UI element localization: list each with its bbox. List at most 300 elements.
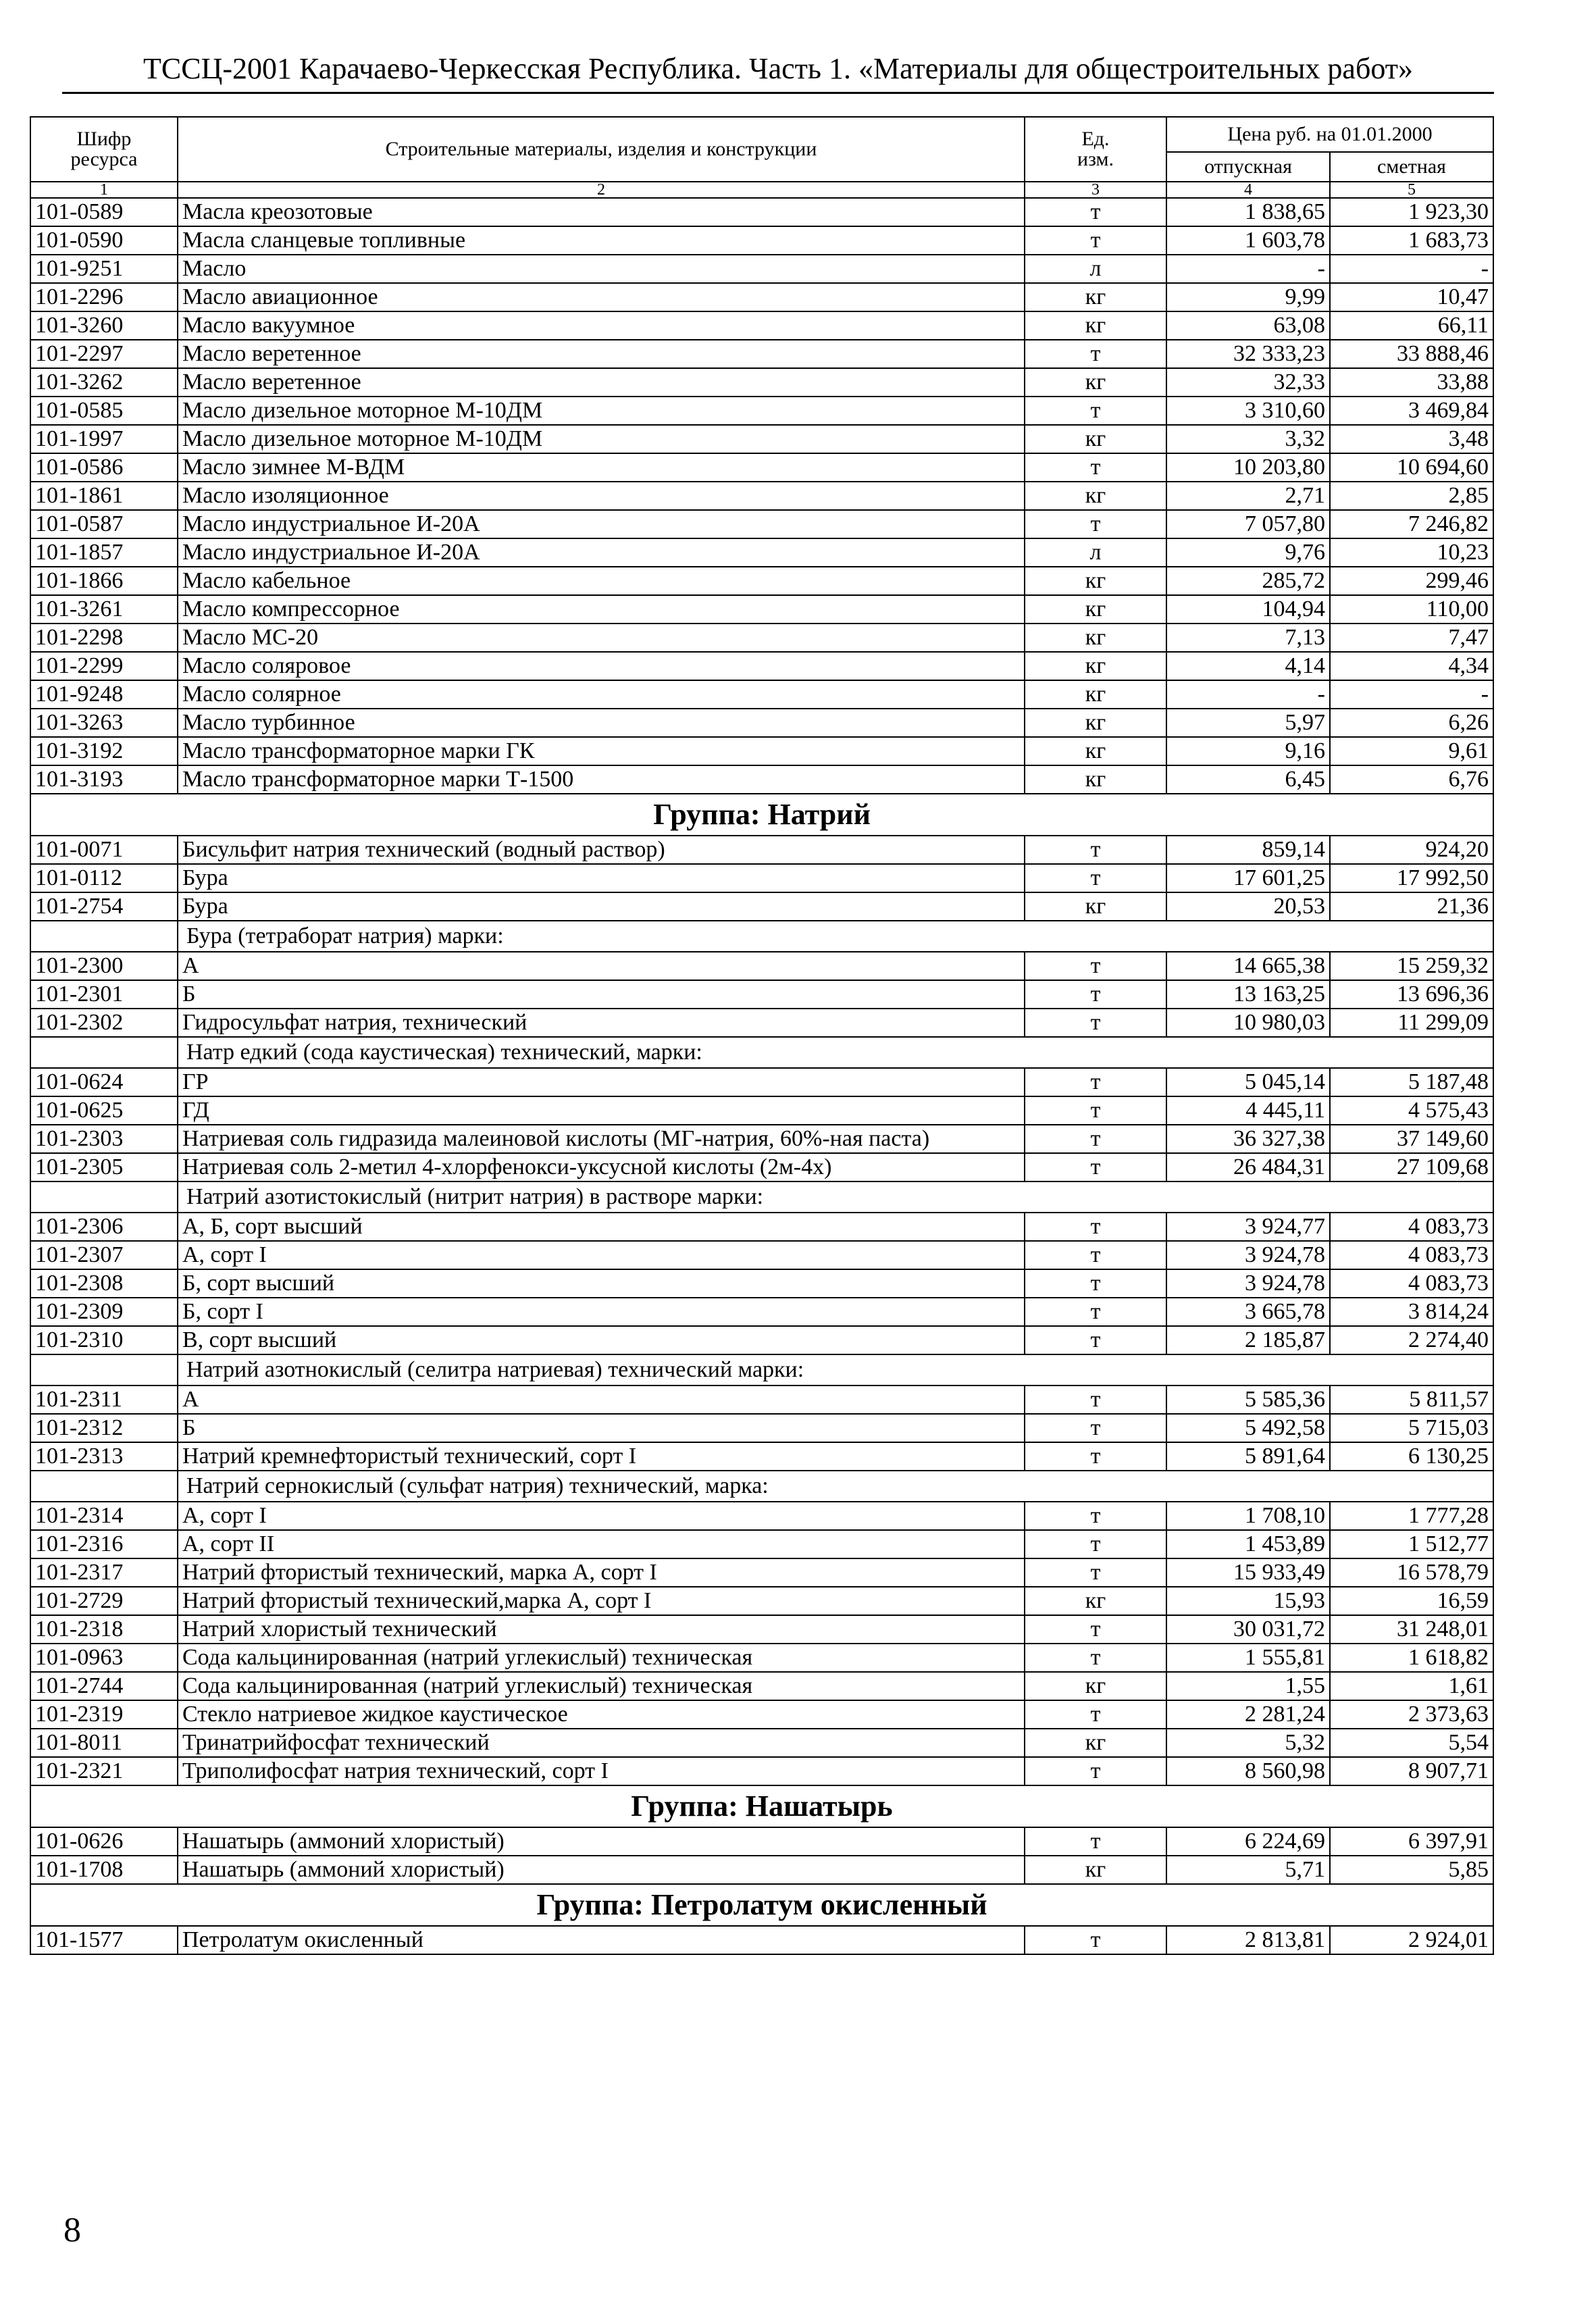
cell-code: 101-2313 [30,1442,178,1471]
cell-code: 101-2305 [30,1153,178,1181]
cell-retail-price: 5 891,64 [1166,1442,1330,1471]
price-table [30,116,1494,1955]
table-row [30,1213,1493,1241]
cell-estimate-price: 5 811,57 [1330,1386,1493,1414]
cell-name: ГД [178,1096,1025,1125]
cell-estimate-price: 16,59 [1330,1587,1493,1615]
cell-code: 101-1708 [30,1856,178,1884]
cell-code: 101-0071 [30,836,178,864]
cell-code: 101-2296 [30,283,178,311]
table-row [30,737,1493,765]
table-row [30,1587,1493,1615]
cell-name: Масла креозотовые [178,198,1025,226]
cell-retail-price: 14 665,38 [1166,952,1330,980]
cell-retail-price: 6 224,69 [1166,1827,1330,1856]
table-row [30,680,1493,709]
cell-estimate-price: 6,26 [1330,709,1493,737]
table-row [30,652,1493,680]
cell-name: Масло [178,255,1025,283]
table-row [30,1672,1493,1700]
cell-unit: т [1025,1502,1166,1530]
cell-estimate-price: 5 715,03 [1330,1414,1493,1442]
cell-code: 101-3192 [30,737,178,765]
cell-name: Б [178,1414,1025,1442]
cell-retail-price: 3 665,78 [1166,1298,1330,1326]
table-row [30,1757,1493,1785]
cell-retail-price: 5,71 [1166,1856,1330,1884]
cell-unit: кг [1025,567,1166,595]
cell-code: 101-2301 [30,980,178,1009]
cell-unit: т [1025,864,1166,892]
cell-unit: кг [1025,595,1166,624]
subheading-row [30,1181,1493,1213]
cell-estimate-price: 110,00 [1330,595,1493,624]
table-row [30,892,1493,921]
cell-name: Нашатырь (аммоний хлористый) [178,1827,1025,1856]
cell-unit: т [1025,1153,1166,1181]
cell-estimate-price: 2,85 [1330,482,1493,510]
table-row [30,226,1493,255]
table-row [30,311,1493,340]
cell-code: 101-0586 [30,453,178,482]
cell-code: 101-3262 [30,368,178,397]
cell-code: 101-0624 [30,1068,178,1096]
cell-retail-price: 26 484,31 [1166,1153,1330,1181]
cell-estimate-price: 7 246,82 [1330,510,1493,538]
cell-estimate-price: 7,47 [1330,624,1493,652]
cell-retail-price: 104,94 [1166,595,1330,624]
cell-retail-price: 36 327,38 [1166,1125,1330,1153]
cell-retail-price: 9,76 [1166,538,1330,567]
cell-estimate-price: 299,46 [1330,567,1493,595]
cell-name: Натрий фтористый технический,марка А, сорт I [178,1587,1025,1615]
cell-code: 101-9248 [30,680,178,709]
cell-estimate-price: 4 575,43 [1330,1096,1493,1125]
table-row [30,1125,1493,1153]
subheading-label: Бура (тетраборат натрия) марки: [178,921,1493,952]
cell-estimate-price: 9,61 [1330,737,1493,765]
cell-estimate-price: - [1330,255,1493,283]
cell-code: 101-2297 [30,340,178,368]
cell-code: 101-2319 [30,1700,178,1729]
cell-code: 101-2300 [30,952,178,980]
cell-code: 101-0112 [30,864,178,892]
cell-name: Масло индустриальное И-20А [178,510,1025,538]
header-unit: Ед. изм. [1025,117,1166,182]
cell-code: 101-0625 [30,1096,178,1125]
table-row [30,255,1493,283]
cell-unit: т [1025,1009,1166,1037]
cell-name: Масло зимнее М-ВДМ [178,453,1025,482]
subheading-label: Натрий азотнокислый (селитра натриевая) технический марки: [178,1354,1493,1386]
cell-name: Тринатрийфосфат технический [178,1729,1025,1757]
cell-unit: кг [1025,765,1166,794]
cell-code: 101-2306 [30,1213,178,1241]
table-row [30,397,1493,425]
cell-retail-price: 4 445,11 [1166,1096,1330,1125]
cell-code: 101-0963 [30,1644,178,1672]
cell-estimate-price: 924,20 [1330,836,1493,864]
header-price-group: Цена руб. на 01.01.2000 [1166,117,1493,152]
cell-unit: кг [1025,1672,1166,1700]
cell-retail-price: 2 813,81 [1166,1926,1330,1954]
cell-unit: кг [1025,482,1166,510]
cell-unit: т [1025,1827,1166,1856]
cell-estimate-price: 10,23 [1330,538,1493,567]
cell-unit: т [1025,1068,1166,1096]
column-number: 3 [1025,182,1166,198]
header-retail: отпускная [1166,152,1330,182]
subheading-row [30,1037,1493,1068]
subheading-label: Натр едкий (сода каустическая) технический, марки: [178,1037,1493,1068]
cell-estimate-price: 3 814,24 [1330,1298,1493,1326]
cell-name: Сода кальцинированная (натрий углекислый) техническая [178,1644,1025,1672]
cell-code: 101-0589 [30,198,178,226]
header-code: Шифр ресурса [30,117,178,182]
cell-unit: т [1025,980,1166,1009]
cell-estimate-price: 4 083,73 [1330,1241,1493,1269]
cell-estimate-price: 1 923,30 [1330,198,1493,226]
cell-name: Гидросульфат натрия, технический [178,1009,1025,1037]
cell-retail-price: 6,45 [1166,765,1330,794]
cell-retail-price: 63,08 [1166,311,1330,340]
cell-estimate-price: 2 274,40 [1330,1326,1493,1354]
cell-name: Петролатум окисленный [178,1926,1025,1954]
table-row [30,1153,1493,1181]
table-row [30,1926,1493,1954]
cell-code: 101-0587 [30,510,178,538]
cell-unit: кг [1025,1856,1166,1884]
cell-name: Бура [178,864,1025,892]
table-body [30,198,1493,1954]
cell-retail-price: 30 031,72 [1166,1615,1330,1644]
table-row [30,1241,1493,1269]
cell-estimate-price: 66,11 [1330,311,1493,340]
cell-estimate-price: 21,36 [1330,892,1493,921]
cell-name: Масло трансформаторное марки Т-1500 [178,765,1025,794]
cell-unit: т [1025,1700,1166,1729]
cell-code: 101-2309 [30,1298,178,1326]
cell-code: 101-2312 [30,1414,178,1442]
cell-name: Масло веретенное [178,368,1025,397]
cell-unit: т [1025,1558,1166,1587]
cell-estimate-price: 37 149,60 [1330,1125,1493,1153]
cell-estimate-price: 5,85 [1330,1856,1493,1884]
cell-estimate-price: 16 578,79 [1330,1558,1493,1587]
cell-estimate-price: 3,48 [1330,425,1493,453]
cell-retail-price: - [1166,255,1330,283]
cell-name: Натриевая соль гидразида малеиновой кислоты (МГ-натрия, 60%-ная паста) [178,1125,1025,1153]
cell-retail-price: 3 924,77 [1166,1213,1330,1241]
cell-name: Масла сланцевые топливные [178,226,1025,255]
cell-retail-price: 32 333,23 [1166,340,1330,368]
cell-unit: т [1025,1326,1166,1354]
cell-unit: т [1025,1442,1166,1471]
cell-retail-price: 7,13 [1166,624,1330,652]
cell-unit: т [1025,198,1166,226]
cell-unit: т [1025,1644,1166,1672]
cell-retail-price: 2 281,24 [1166,1700,1330,1729]
table-row [30,1530,1493,1558]
cell-code: 101-3263 [30,709,178,737]
cell-unit: т [1025,1298,1166,1326]
cell-retail-price: 2 185,87 [1166,1326,1330,1354]
cell-unit: т [1025,1241,1166,1269]
table-row [30,595,1493,624]
cell-retail-price: 1 708,10 [1166,1502,1330,1530]
subheading-row [30,1471,1493,1502]
subheading-code-cell [30,921,178,952]
table-row [30,864,1493,892]
cell-retail-price: 5 045,14 [1166,1068,1330,1096]
cell-retail-price: 15,93 [1166,1587,1330,1615]
cell-retail-price: 1,55 [1166,1672,1330,1700]
table-row [30,1827,1493,1856]
cell-estimate-price: 6 397,91 [1330,1827,1493,1856]
cell-code: 101-8011 [30,1729,178,1757]
cell-retail-price: 13 163,25 [1166,980,1330,1009]
cell-retail-price: 5,32 [1166,1729,1330,1757]
cell-unit: кг [1025,737,1166,765]
table-row [30,952,1493,980]
table-row [30,765,1493,794]
cell-estimate-price: 3 469,84 [1330,397,1493,425]
cell-name: А, сорт II [178,1530,1025,1558]
cell-code: 101-0585 [30,397,178,425]
subheading-label: Натрий азотистокислый (нитрит натрия) в растворе марки: [178,1181,1493,1213]
cell-code: 101-3193 [30,765,178,794]
cell-retail-price: 3,32 [1166,425,1330,453]
cell-code: 101-2744 [30,1672,178,1700]
cell-name: Б [178,980,1025,1009]
table-row [30,1414,1493,1442]
table-row [30,482,1493,510]
cell-unit: т [1025,1125,1166,1153]
cell-retail-price: 3 924,78 [1166,1241,1330,1269]
cell-retail-price: 859,14 [1166,836,1330,864]
cell-estimate-price: 11 299,09 [1330,1009,1493,1037]
cell-name: Бура [178,892,1025,921]
cell-retail-price: 1 453,89 [1166,1530,1330,1558]
column-number: 2 [178,182,1025,198]
cell-estimate-price: 5,54 [1330,1729,1493,1757]
table-row [30,510,1493,538]
cell-code: 101-1577 [30,1926,178,1954]
cell-unit: т [1025,952,1166,980]
cell-name: А, сорт I [178,1502,1025,1530]
cell-unit: кг [1025,1729,1166,1757]
cell-unit: т [1025,453,1166,482]
cell-estimate-price: 27 109,68 [1330,1153,1493,1181]
cell-retail-price: 1 838,65 [1166,198,1330,226]
table-row [30,1700,1493,1729]
cell-code: 101-9251 [30,255,178,283]
cell-code: 101-0590 [30,226,178,255]
cell-code: 101-2314 [30,1502,178,1530]
cell-unit: т [1025,1926,1166,1954]
cell-code: 101-2310 [30,1326,178,1354]
table-row [30,1009,1493,1037]
cell-name: А, Б, сорт высший [178,1213,1025,1241]
cell-retail-price: 1 555,81 [1166,1644,1330,1672]
cell-name: Масло кабельное [178,567,1025,595]
table-row [30,1269,1493,1298]
table-row [30,980,1493,1009]
table-row [30,1502,1493,1530]
cell-name: Масло турбинное [178,709,1025,737]
header-estimate: сметная [1330,152,1493,182]
cell-estimate-price: 1 683,73 [1330,226,1493,255]
cell-estimate-price: 13 696,36 [1330,980,1493,1009]
cell-retail-price: 9,16 [1166,737,1330,765]
cell-name: ГР [178,1068,1025,1096]
cell-name: Масло солярное [178,680,1025,709]
table-row [30,453,1493,482]
cell-unit: кг [1025,709,1166,737]
cell-code: 101-2754 [30,892,178,921]
cell-unit: кг [1025,1587,1166,1615]
cell-code: 101-1857 [30,538,178,567]
cell-estimate-price: 33 888,46 [1330,340,1493,368]
table-row [30,1096,1493,1125]
table-row [30,1729,1493,1757]
group-heading-row [30,1785,1493,1827]
cell-estimate-price: 6,76 [1330,765,1493,794]
cell-code: 101-1997 [30,425,178,453]
header-name: Строительные материалы, изделия и конструкции [178,117,1025,182]
cell-retail-price: 15 933,49 [1166,1558,1330,1587]
cell-estimate-price: 8 907,71 [1330,1757,1493,1785]
subheading-code-cell [30,1354,178,1386]
cell-estimate-price: 1,61 [1330,1672,1493,1700]
column-number: 4 [1166,182,1330,198]
cell-unit: кг [1025,892,1166,921]
cell-estimate-price: 5 187,48 [1330,1068,1493,1096]
cell-name: Масло дизельное моторное М-10ДМ [178,425,1025,453]
table-row [30,1298,1493,1326]
cell-unit: т [1025,1096,1166,1125]
cell-name: Масло веретенное [178,340,1025,368]
subheading-code-cell [30,1037,178,1068]
cell-retail-price: 17 601,25 [1166,864,1330,892]
cell-unit: кг [1025,652,1166,680]
cell-retail-price: 10 980,03 [1166,1009,1330,1037]
header-rule [62,92,1494,94]
cell-retail-price: 9,99 [1166,283,1330,311]
cell-code: 101-2317 [30,1558,178,1587]
cell-retail-price: 3 924,78 [1166,1269,1330,1298]
cell-retail-price: 32,33 [1166,368,1330,397]
cell-name: Нашатырь (аммоний хлористый) [178,1856,1025,1884]
cell-code: 101-1866 [30,567,178,595]
table-row [30,1386,1493,1414]
cell-estimate-price: 1 618,82 [1330,1644,1493,1672]
cell-estimate-price: 6 130,25 [1330,1442,1493,1471]
cell-estimate-price: 2 924,01 [1330,1926,1493,1954]
cell-code: 101-2298 [30,624,178,652]
cell-code: 101-2729 [30,1587,178,1615]
cell-unit: кг [1025,624,1166,652]
cell-name: Сода кальцинированная (натрий углекислый) техническая [178,1672,1025,1700]
cell-code: 101-2321 [30,1757,178,1785]
group-heading-row [30,794,1493,836]
cell-name: Масло МС-20 [178,624,1025,652]
cell-unit: т [1025,1757,1166,1785]
cell-code: 101-2302 [30,1009,178,1037]
cell-estimate-price: 4 083,73 [1330,1269,1493,1298]
cell-estimate-price: - [1330,680,1493,709]
cell-code: 101-3260 [30,311,178,340]
cell-estimate-price: 1 777,28 [1330,1502,1493,1530]
cell-code: 101-2311 [30,1386,178,1414]
cell-retail-price: 3 310,60 [1166,397,1330,425]
cell-name: Б, сорт I [178,1298,1025,1326]
cell-estimate-price: 4 083,73 [1330,1213,1493,1241]
cell-estimate-price: 10 694,60 [1330,453,1493,482]
cell-code: 101-2307 [30,1241,178,1269]
cell-estimate-price: 31 248,01 [1330,1615,1493,1644]
table-row [30,1615,1493,1644]
cell-name: Масло дизельное моторное М-10ДМ [178,397,1025,425]
cell-estimate-price: 17 992,50 [1330,864,1493,892]
subheading-row [30,921,1493,952]
cell-name: Масло изоляционное [178,482,1025,510]
cell-name: Бисульфит натрия технический (водный раствор) [178,836,1025,864]
cell-unit: т [1025,1386,1166,1414]
cell-name: Б, сорт высший [178,1269,1025,1298]
cell-name: Триполифосфат натрия технический, сорт I [178,1757,1025,1785]
cell-name: А [178,1386,1025,1414]
cell-unit: т [1025,510,1166,538]
subheading-code-cell [30,1471,178,1502]
cell-unit: л [1025,255,1166,283]
column-number: 5 [1330,182,1493,198]
cell-retail-price: 8 560,98 [1166,1757,1330,1785]
page-header-title: ТССЦ-2001 Карачаево-Черкесская Республика. Часть 1. «Материалы для общестроительных работ» [143,52,1413,85]
cell-estimate-price: 4,34 [1330,652,1493,680]
cell-unit: т [1025,1414,1166,1442]
cell-retail-price: 7 057,80 [1166,510,1330,538]
subheading-label: Натрий сернокислый (сульфат натрия) технический, марка: [178,1471,1493,1502]
cell-unit: т [1025,836,1166,864]
cell-name: Натриевая соль 2-метил 4-хлорфенокси-уксусной кислоты (2м-4х) [178,1153,1025,1181]
cell-name: Масло соляровое [178,652,1025,680]
table-row [30,1856,1493,1884]
group-heading-row [30,1884,1493,1926]
group-heading: Группа: Петролатум окисленный [30,1884,1493,1926]
cell-unit: кг [1025,368,1166,397]
column-number: 1 [30,182,178,198]
cell-unit: кг [1025,311,1166,340]
cell-unit: т [1025,1615,1166,1644]
cell-name: Натрий кремнефтористый технический, сорт I [178,1442,1025,1471]
table-row [30,1442,1493,1471]
cell-name: А, сорт I [178,1241,1025,1269]
cell-estimate-price: 15 259,32 [1330,952,1493,980]
subheading-row [30,1354,1493,1386]
table-row [30,567,1493,595]
table-row [30,538,1493,567]
table-row [30,425,1493,453]
cell-name: В, сорт высший [178,1326,1025,1354]
table-row [30,1068,1493,1096]
cell-unit: т [1025,397,1166,425]
cell-estimate-price: 2 373,63 [1330,1700,1493,1729]
cell-retail-price: 2,71 [1166,482,1330,510]
cell-estimate-price: 1 512,77 [1330,1530,1493,1558]
cell-estimate-price: 33,88 [1330,368,1493,397]
cell-estimate-price: 10,47 [1330,283,1493,311]
